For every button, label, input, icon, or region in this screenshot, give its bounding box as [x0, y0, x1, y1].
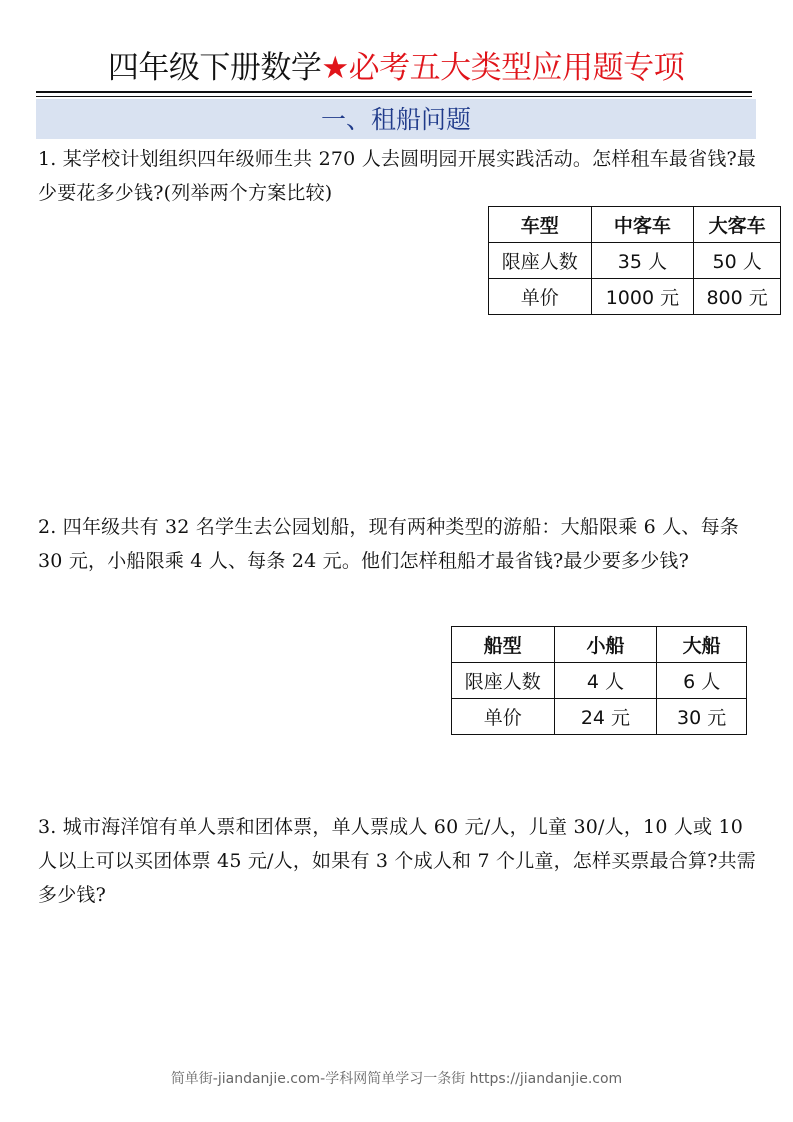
table-row: [452, 663, 747, 699]
table-header-row: [452, 627, 747, 663]
question-3: 3. 城市海洋馆有单人票和团体票，单人票成人 60 元/人，儿童 30/人，10 人或 10 人以上可以买团体票 45 元/人，如果有 3 个成人和 7 个儿童，怎样买票最合算?共需多少钱?: [38, 816, 756, 906]
table-cell: 35 人: [591, 243, 694, 279]
page-title: [36, 44, 756, 92]
section-heading: 一、租船问题: [36, 99, 756, 139]
table-cell: 单价: [452, 699, 555, 735]
table-cell: 限座人数: [489, 243, 592, 279]
title-part1: 四年级下册数学: [107, 50, 322, 86]
star-icon: ★: [321, 50, 349, 86]
table-cell: 24 元: [554, 699, 657, 735]
table-cell: 4 人: [554, 663, 657, 699]
table-row: [489, 279, 781, 315]
question-2-table: [451, 626, 747, 735]
table-cell: 30 元: [657, 699, 747, 735]
question-2: 2. 四年级共有 32 名学生去公园划船，现有两种类型的游船：大船限乘 6 人、每条 30 元，小船限乘 4 人、每条 24 元。他们怎样租船才最省钱?最少要多少钱?: [38, 516, 739, 572]
table-cell: 50 人: [694, 243, 781, 279]
title-rule-thick: [36, 91, 752, 93]
table-header-cell: 车型: [489, 207, 592, 243]
table-row: [452, 699, 747, 735]
title-part2: 必考五大类型应用题专项: [348, 50, 685, 86]
table-header-cell: 大船: [657, 627, 747, 663]
table-header-row: [489, 207, 781, 243]
table-header-cell: 船型: [452, 627, 555, 663]
table-row: [489, 243, 781, 279]
table-cell: 1000 元: [591, 279, 694, 315]
title-rule-thin: [36, 96, 752, 97]
table-cell: 6 人: [657, 663, 747, 699]
table-cell: 800 元: [694, 279, 781, 315]
table-cell: 单价: [489, 279, 592, 315]
question-1-table: [488, 206, 781, 315]
table-cell: 限座人数: [452, 663, 555, 699]
table-header-cell: 大客车: [694, 207, 781, 243]
table-header-cell: 中客车: [591, 207, 694, 243]
footer: 简单街-jiandanjie.com-学科网简单学习一条街 https://jiandanjie.com: [170, 1071, 623, 1087]
table-header-cell: 小船: [554, 627, 657, 663]
question-1: 1. 某学校计划组织四年级师生共 270 人去圆明园开展实践活动。怎样租车最省钱?最少要花多少钱?(列举两个方案比较): [38, 148, 757, 204]
